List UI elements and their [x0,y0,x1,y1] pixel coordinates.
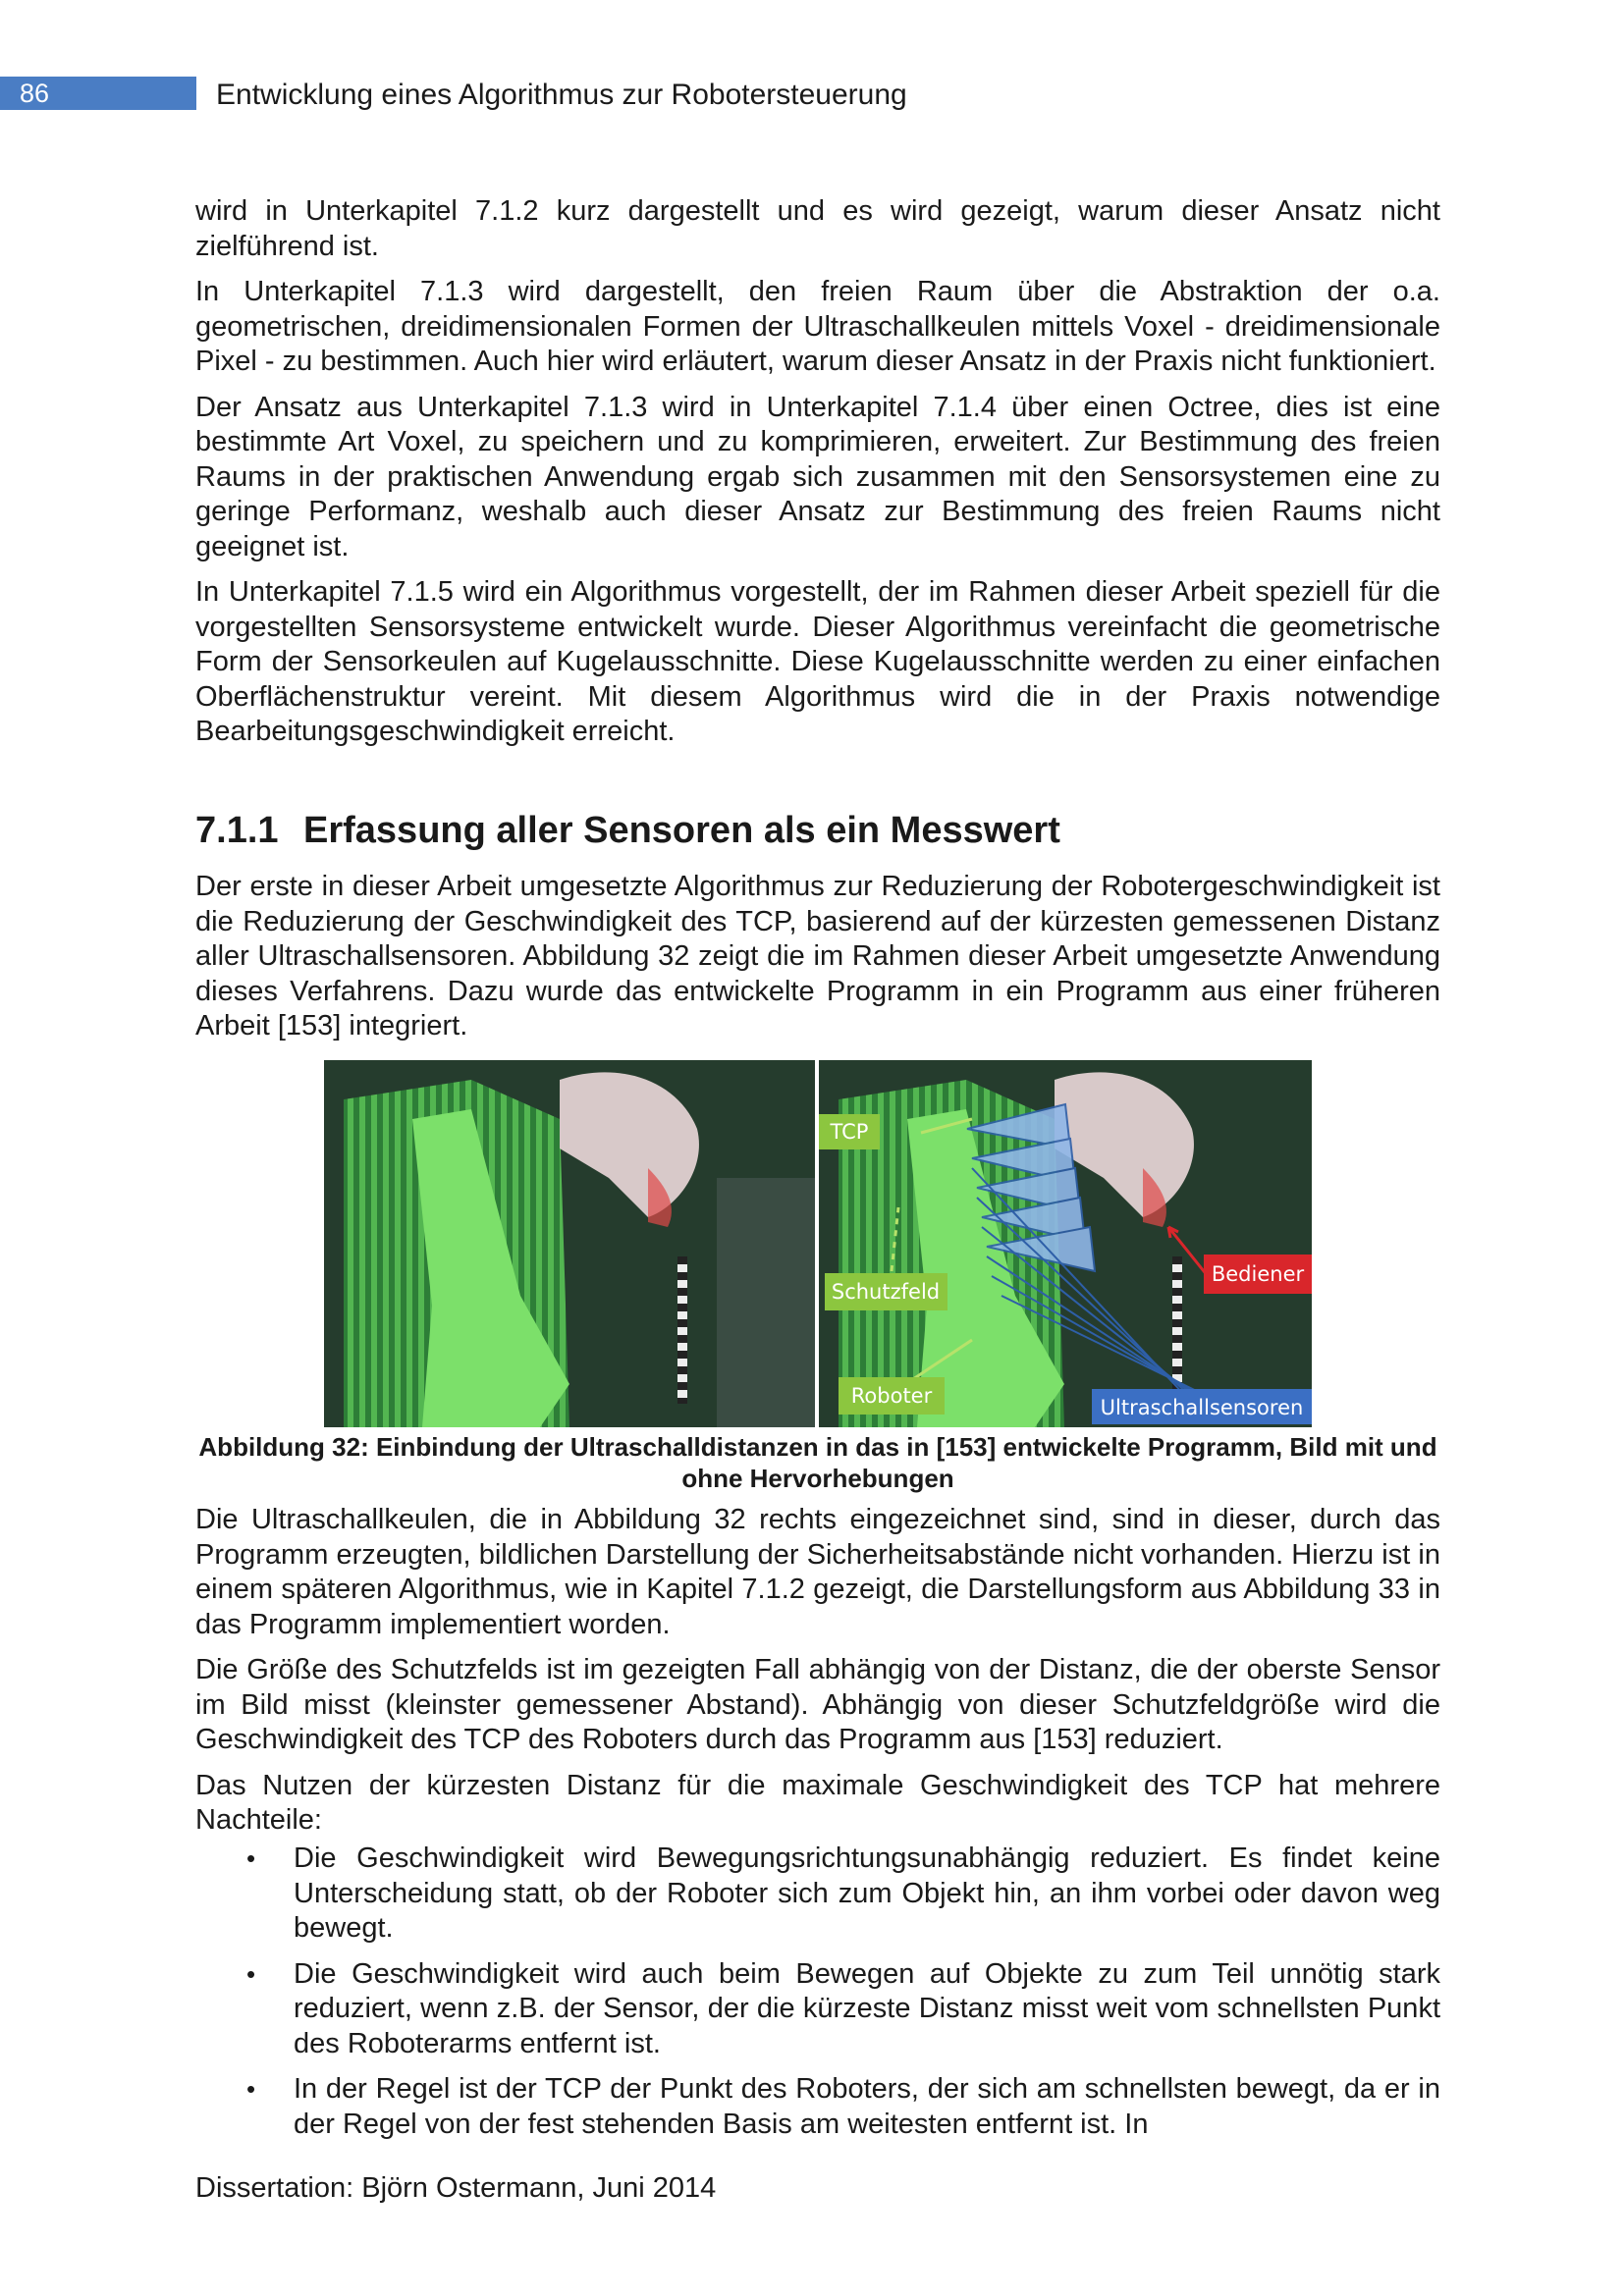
list-item-text: Die Geschwindigkeit wird auch beim Bewegen auf Objekte zu zum Teil unnötig stark reduziert, wenn z.B. der Sensor, der die kürzeste Distanz misst weit vom schnellsten Punkt des Roboterarms entfernt ist. [294,1957,1440,2059]
after-figure-text [195,1503,1440,1849]
paragraph: Die Größe des Schutzfelds ist im gezeigten Fall abhängig von der Distanz, die der oberste Sensor im Bild misst (kleinster gemessener Abstand). Abhängig von dieser Schutzfeldgröße wird die Geschwindigkeit des TCP des Roboters durch das Programm aus [153] reduziert. [195,1654,1440,1755]
paragraph: Das Nutzen der kürzesten Distanz für die maximale Geschwindigkeit des TCP hat mehrere Nachteile: [195,1769,1440,1836]
page-footer: Dissertation: Björn Ostermann, Juni 2014 [195,2172,717,2204]
figure-right-half [819,1060,1312,1427]
section-number: 7.1.1 [195,810,279,851]
label-bediener-text: Bediener [1211,1262,1305,1286]
paragraph: wird in Unterkapitel 7.1.2 kurz dargestellt und es wird gezeigt, warum dieser Ansatz nicht zielführend ist. [195,195,1440,262]
label-tcp-text: TCP [830,1120,869,1144]
label-roboter [839,1377,945,1415]
list-item [195,1957,1440,2062]
bullet-symbol: • [246,1843,256,1873]
section-title: Erfassung aller Sensoren als ein Messwert [303,810,1060,851]
label-roboter-text: Roboter [850,1384,933,1408]
paragraph: In Unterkapitel 7.1.3 wird dargestellt, den freien Raum über die Abstraktion der o.a. geometrischen, dreidimensionalen Formen der Ultraschallkeulen mittels Voxel - dreidimensionale Pixel - zu bestimmen. Auch hier wird erläutert, warum dieser Ansatz in der Praxis nicht funktioniert. [195,276,1440,377]
bullet-symbol: • [246,2074,256,2104]
running-header: Entwicklung eines Algorithmus zur Robotersteuerung [216,79,907,111]
paragraph: In Unterkapitel 7.1.5 wird ein Algorithmus vorgestellt, der im Rahmen dieser Arbeit speziell für die vorgestellten Sensorsysteme entwickelt wurde. Dieser Algorithmus vereinfacht die geometrische Form der Sensorkeulen auf Kugelausschnitte. Diese Kugelausschnitte werden zu einer einfachen Oberflächenstruktur vereint. Mit diesem Algorithmus wird die in der Praxis notwendige Bearbeitungsgeschwindigkeit erreicht. [195,576,1440,747]
section-text [195,870,1440,1055]
label-schutzfeld-text: Schutzfeld [831,1280,941,1304]
page-number: 86 [0,77,196,110]
list-item-text: Die Geschwindigkeit wird Bewegungsrichtungsunabhängig reduziert. Es findet keine Unterscheidung statt, ob der Roboter sich zum Objekt hin, an ihm vorbei oder davon weg bewegt. [294,1842,1440,1944]
intro-text [195,194,1440,761]
figure-illustration [324,1060,1312,1427]
paragraph: Die Ultraschallkeulen, die in Abbildung 32 rechts eingezeichnet sind, sind in dieser, durch das Programm erzeugten, bildlichen Darstellung der Sicherheitsabstände nicht vorhanden. Hierzu ist in einem späteren Algorithmus, wie in Kapitel 7.1.2 gezeigt, die Darstellungsform aus Abbildung 33 in das Programm implementiert worden. [195,1504,1440,1640]
figure-caption: Abbildung 32: Einbindung der Ultraschalldistanzen in das in [153] entwickelte Programm, Bild mit und ohne Hervorhebungen [198,1432,1437,1493]
label-bediener [1204,1255,1312,1294]
list-item [195,2072,1440,2142]
list-item-text: In der Regel ist der TCP der Punkt des Roboters, der sich am schnellsten bewegt, da er in der Regel von der fest stehenden Basis am weitesten entfernt ist. In [294,2073,1440,2140]
label-schutzfeld [825,1273,947,1310]
section-heading [195,809,1440,852]
bullet-list [195,1842,1440,2153]
bullet-symbol: • [246,1958,256,1989]
paragraph: Der Ansatz aus Unterkapitel 7.1.3 wird in Unterkapitel 7.1.4 über einen Octree, dies ist eine bestimmte Art Voxel, zu speichern und zu komprimieren, erweitert. Zur Bestimmung des freien Raums in der praktischen Anwendung ergab sich zusammen mit den Sensorsystemen eine zu geringe Performanz, weshalb auch dieser Ansatz zur Bestimmung des freien Raums nicht geeignet ist. [195,391,1440,562]
label-ultraschall-text: Ultraschallsensoren [1100,1396,1304,1419]
label-ultraschall [1092,1389,1312,1424]
figure-left-half [324,1060,815,1427]
list-item [195,1842,1440,1947]
figure-image [324,1060,1312,1427]
paragraph: Der erste in dieser Arbeit umgesetzte Algorithmus zur Reduzierung der Robotergeschwindigkeit ist die Reduzierung der Geschwindigkeit des TCP, basierend auf der kürzesten gemessenen Distanz aller Ultraschallsensoren. Abbildung 32 zeigt die im Rahmen dieser Arbeit umgesetzte Anwendung dieses Verfahrens. Dazu wurde das entwickelte Programm in ein Programm aus einer früheren Arbeit [153] integriert. [195,871,1440,1041]
label-tcp [819,1114,880,1149]
